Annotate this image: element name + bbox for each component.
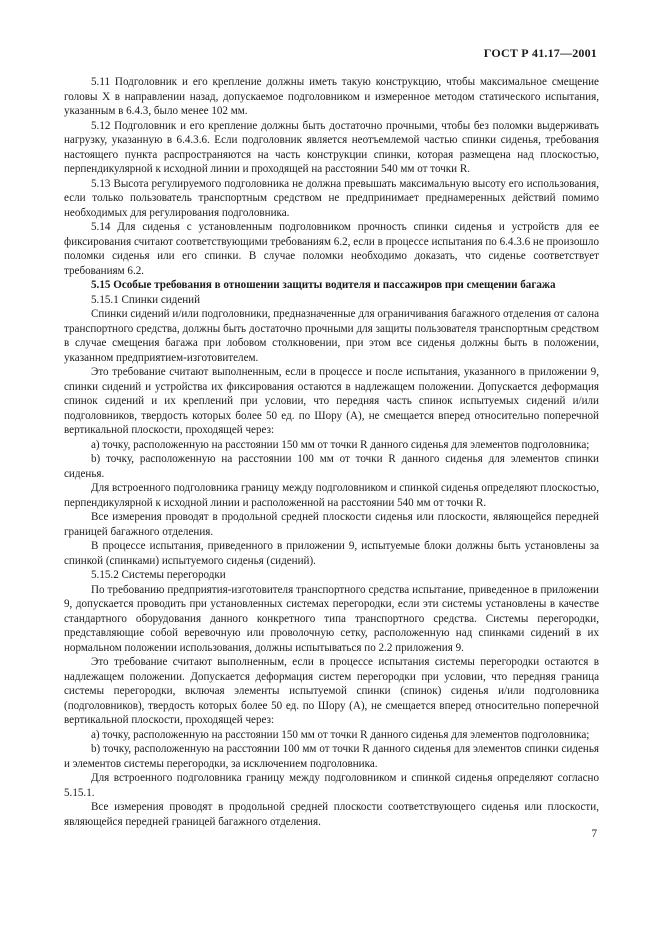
paragraph: Для встроенного подголовника границу между подголовником и спинкой сиденья определяют плоскостью, перпендикулярной к исходной линии и расположенной на расстоянии 540 мм от точки R. <box>64 482 599 509</box>
clause-5-13: 5.13 Высота регулируемого подголовника не должна превышать максимальную высоту его использования, если только пользователь транспортным средством не предпринимает преднамеренных действий помимо необходимых для регулирования подголовника. <box>64 177 599 219</box>
paragraph: Все измерения проводят в продольной средней плоскости сиденья или плоскости, являющейся передней границей багажного отделения. <box>64 511 599 538</box>
paragraph: Спинки сидений и/или подголовники, предназначенные для ограничивания багажного отделения от салона транспортного средства, должны быть достаточно прочными для защиты пользователя транспортным средством в случае смещения багажа при лобовом столкновении, при этом все сиденья должны быть в положении, указанном предприятием-изготовителем. <box>64 308 599 364</box>
list-item-b: b) точку, расположенную на расстоянии 100 мм от точки R данного сиденья для элементов спинки сиденья и элементов системы перегородки, за исключением подголовника. <box>64 743 599 770</box>
subsection-heading-5-15-2: 5.15.2 Системы перегородки <box>91 569 226 581</box>
list-item-a: a) точку, расположенную на расстоянии 150 мм от точки R данного сиденья для элементов подголовника; <box>91 438 590 451</box>
list-item-b: b) точку, расположенную на расстоянии 100 мм от точки R данного сиденья для элементов спинки сиденья. <box>64 453 599 480</box>
paragraph: Все измерения проводят в продольной средней плоскости соответствующего сиденья или плоскости, являющейся передней границей багажного отделения. <box>64 801 599 828</box>
paragraph: Это требование считают выполненным, если в процессе и после испытания, указанного в приложении 9, спинки сидений и устройства их фиксирования остаются в надлежащем положении. Допускается деформация спинок сидений и их креплений при условии, что передняя часть спинок испытуемых сидений и/или подголовников, твердость которых более 50 ед. по Шору (А), не смещается вперед относительно поперечной вертикальной плоскости, проходящей через: <box>64 366 599 436</box>
paragraph: По требованию предприятия-изготовителя транспортного средства испытание, приведенное в приложении 9, допускается проводить при установленных системах перегородки, если эти системы установлены в качестве стандартного оборудования данного конкретного типа транспортного средства. Системы перегородки, представляющие собой веревочную или проволочную сетку, расположенную над спинками сидений в их нормальном положении использования, должны испытываться по 2.2 приложения 9. <box>64 583 599 654</box>
section-heading-5-15: 5.15 Особые требования в отношении защиты водителя и пассажиров при смещении багажа <box>91 279 556 291</box>
page-header-standard-title: ГОСТ Р 41.17—2001 <box>483 46 597 60</box>
page-number: 7 <box>591 828 597 840</box>
paragraph: В процессе испытания, приведенного в приложении 9, испытуемые блоки должны быть установлены за спинкой (спинками) испытуемого сиденья (сидений). <box>64 540 599 567</box>
subsection-heading-5-15-1: 5.15.1 Спинки сидений <box>91 293 201 306</box>
clause-5-14: 5.14 Для сиденья с установленным подголовником прочность спинки сиденья и устройств для ее фиксирования считают соответствующими требованиям 6.2, если в процессе испытания по 6.4.3.6 не произошло поломки сиденья или его спинки. В случае поломки необходимо доказать, что сиденье соответствует требованиям 6.2. <box>64 221 599 277</box>
paragraph: Это требование считают выполненным, если в процессе испытания системы перегородки остаются в надлежащем положении. Допускается деформация систем перегородки при условии, что передняя граница системы перегородки, включая элементы испытуемой спинки (спинок) сиденья и/или подголовника (подголовников), твердость которых более 50 ед. по Шору (А), не смещается вперед относительно поперечной вертикальной плоскости, проходящей через: <box>64 656 599 726</box>
clause-5-11: 5.11 Подголовник и его крепление должны иметь такую конструкцию, чтобы максимальное смещение головы X в направлении назад, допускаемое подголовником и измеренное методом статического испытания, указанным в 6.4.3, было менее 102 мм. <box>64 76 599 117</box>
list-item-a: a) точку, расположенную на расстоянии 150 мм от точки R данного сиденья для элементов подголовника; <box>91 728 590 741</box>
clause-5-12: 5.12 Подголовник и его крепление должны быть достаточно прочными, чтобы без поломки выдерживать нагрузку, указанную в 6.4.3.6. Если подголовник является неотъемлемой частью спинки сиденья, требования настоящего пункта распространяются на часть конструкции спинки, которая размещена над плоскостью, перпендикулярной к исходной линии и проходящей на расстоянии 540 мм от точки R. <box>64 119 599 175</box>
paragraph: Для встроенного подголовника границу между подголовником и спинкой сиденья определяют согласно 5.15.1. <box>64 772 599 799</box>
document-body <box>64 75 599 829</box>
